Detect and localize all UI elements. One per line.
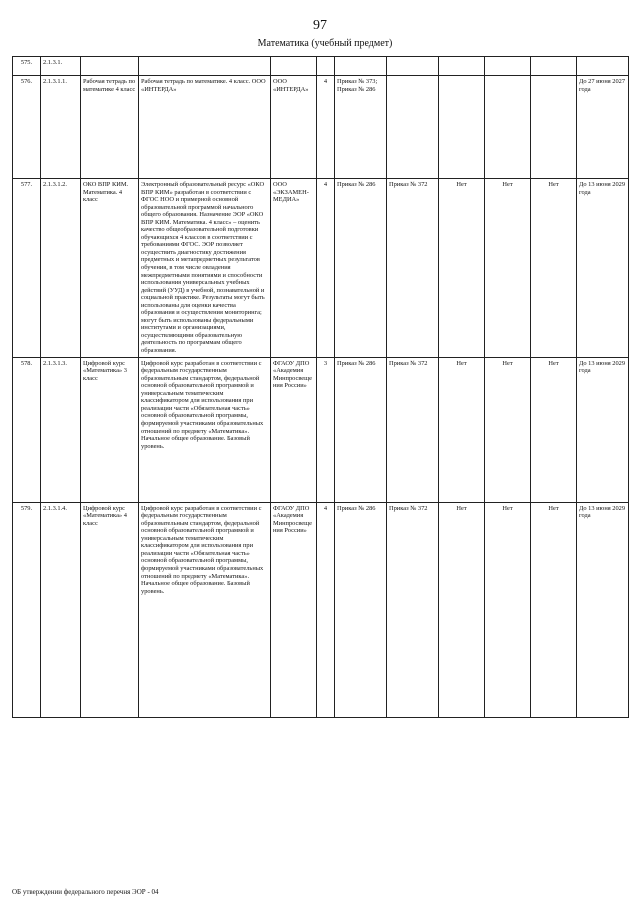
resource-description: Цифровой курс разработан в соответствии с федеральным государственным образовательным стандартом, федеральной основной образовательной программой и универсальным тематическим классификатором для использования при реализации части «Обязательная часть» основной образовательной программы, формируемой участниками образовательных отношений по предмету «Математика». Начальное общее образование. Базовый уровень. (139, 357, 271, 502)
order-primary: Приказ № 286 (335, 502, 387, 717)
row-code: 2.1.3.1.4. (41, 502, 81, 717)
resource-organization: ООО «ЭКЗАМЕН-МЕДИА» (271, 179, 317, 358)
validity-term (577, 57, 629, 76)
resource-description (139, 57, 271, 76)
flag-cell: Нет (439, 179, 485, 358)
order-secondary: Приказ № 372 (387, 357, 439, 502)
resource-title: Цифровой курс «Математика» 3 класс (81, 357, 139, 502)
flag-cell (485, 57, 531, 76)
flag-cell (531, 57, 577, 76)
row-number: 579. (13, 502, 41, 717)
footnote: ОБ утверждении федерального перечня ЭОР - 04 (12, 888, 159, 896)
order-primary (335, 57, 387, 76)
row-number: 578. (13, 357, 41, 502)
resource-title: ОКО ВПР КИМ. Математика. 4 класс (81, 179, 139, 358)
order-primary: Приказ № 286 (335, 179, 387, 358)
row-number: 575. (13, 57, 41, 76)
grade-level: 4 (317, 179, 335, 358)
table-row (13, 179, 629, 358)
resource-organization (271, 57, 317, 76)
validity-term: До 27 июня 2027 года (577, 76, 629, 179)
flag-cell: Нет (531, 357, 577, 502)
grade-level (317, 57, 335, 76)
grade-level: 4 (317, 76, 335, 179)
row-code: 2.1.3.1.1. (41, 76, 81, 179)
grade-level: 3 (317, 357, 335, 502)
order-primary: Приказ № 373; Приказ № 286 (335, 76, 387, 179)
page-number: 97 (313, 18, 327, 33)
table-row (13, 357, 629, 502)
table-row (13, 57, 629, 76)
flag-cell (439, 76, 485, 179)
row-number: 576. (13, 76, 41, 179)
flag-cell: Нет (531, 502, 577, 717)
flag-cell: Нет (531, 179, 577, 358)
eor-table (12, 56, 629, 718)
order-primary: Приказ № 286 (335, 357, 387, 502)
flag-cell: Нет (485, 357, 531, 502)
resource-title: Цифровой курс «Математика» 4 класс (81, 502, 139, 717)
resource-description: Цифровой курс разработан в соответствии с федеральным государственным образовательным стандартом, федеральной основной образовательной программой и универсальным тематическим классификатором для использования при реализации части «Обязательная часть» основной образовательной программы, формируемой участниками образовательных отношений по предмету «Математика». Начальное общее образование. Базовый уровень. (139, 502, 271, 717)
row-number: 577. (13, 179, 41, 358)
resource-description: Рабочая тетрадь по математике. 4 класс. ООО «ИНТЕРДА» (139, 76, 271, 179)
table-row (13, 502, 629, 717)
row-code: 2.1.3.1.2. (41, 179, 81, 358)
validity-term: До 13 июня 2029 года (577, 502, 629, 717)
resource-organization: ФГАОУ ДПО «Академия Минпросвещения России» (271, 357, 317, 502)
flag-cell: Нет (485, 179, 531, 358)
order-secondary: Приказ № 372 (387, 502, 439, 717)
order-secondary (387, 57, 439, 76)
section-title: Математика (учебный предмет) (257, 38, 393, 49)
grade-level: 4 (317, 502, 335, 717)
validity-term: До 13 июня 2029 года (577, 357, 629, 502)
resource-title: Рабочая тетрадь по математике 4 класс (81, 76, 139, 179)
row-code: 2.1.3.1. (41, 57, 81, 76)
resource-organization: ФГАОУ ДПО «Академия Минпросвещения России» (271, 502, 317, 717)
order-secondary: Приказ № 372 (387, 179, 439, 358)
resource-title (81, 57, 139, 76)
resource-description: Электронный образовательный ресурс «ОКО ВПР КИМ» разработан в соответствии с ФГОС НОО и примерной основной образовательной программой начального общего образования. Назначение ЭОР «ОКО ВПР КИМ. Математика. 4 класс» – оценить качество общеобразовательной подготовки обучающихся 4 классов в соответствии с требованиями ФГОС. ЭОР позволяет осуществить диагностику достижения предметных и метапредметных результатов обучения, в том числе овладения межпредметными понятиями и способности использования универсальных учебных действий (УУД) в учебной, познавательной и социальной практике. Результаты могут быть использованы для оценки качества образования и осуществления мониторинга; могут быть использованы федеральными институтами и организациями, осуществляющими образовательную деятельность по программам общего образования. (139, 179, 271, 358)
resource-organization: ООО «ИНТЕРДА» (271, 76, 317, 179)
flag-cell (485, 76, 531, 179)
validity-term: До 13 июня 2029 года (577, 179, 629, 358)
flag-cell (439, 57, 485, 76)
flag-cell (531, 76, 577, 179)
flag-cell: Нет (485, 502, 531, 717)
table-row (13, 76, 629, 179)
flag-cell: Нет (439, 502, 485, 717)
row-code: 2.1.3.1.3. (41, 357, 81, 502)
order-secondary (387, 76, 439, 179)
flag-cell: Нет (439, 357, 485, 502)
